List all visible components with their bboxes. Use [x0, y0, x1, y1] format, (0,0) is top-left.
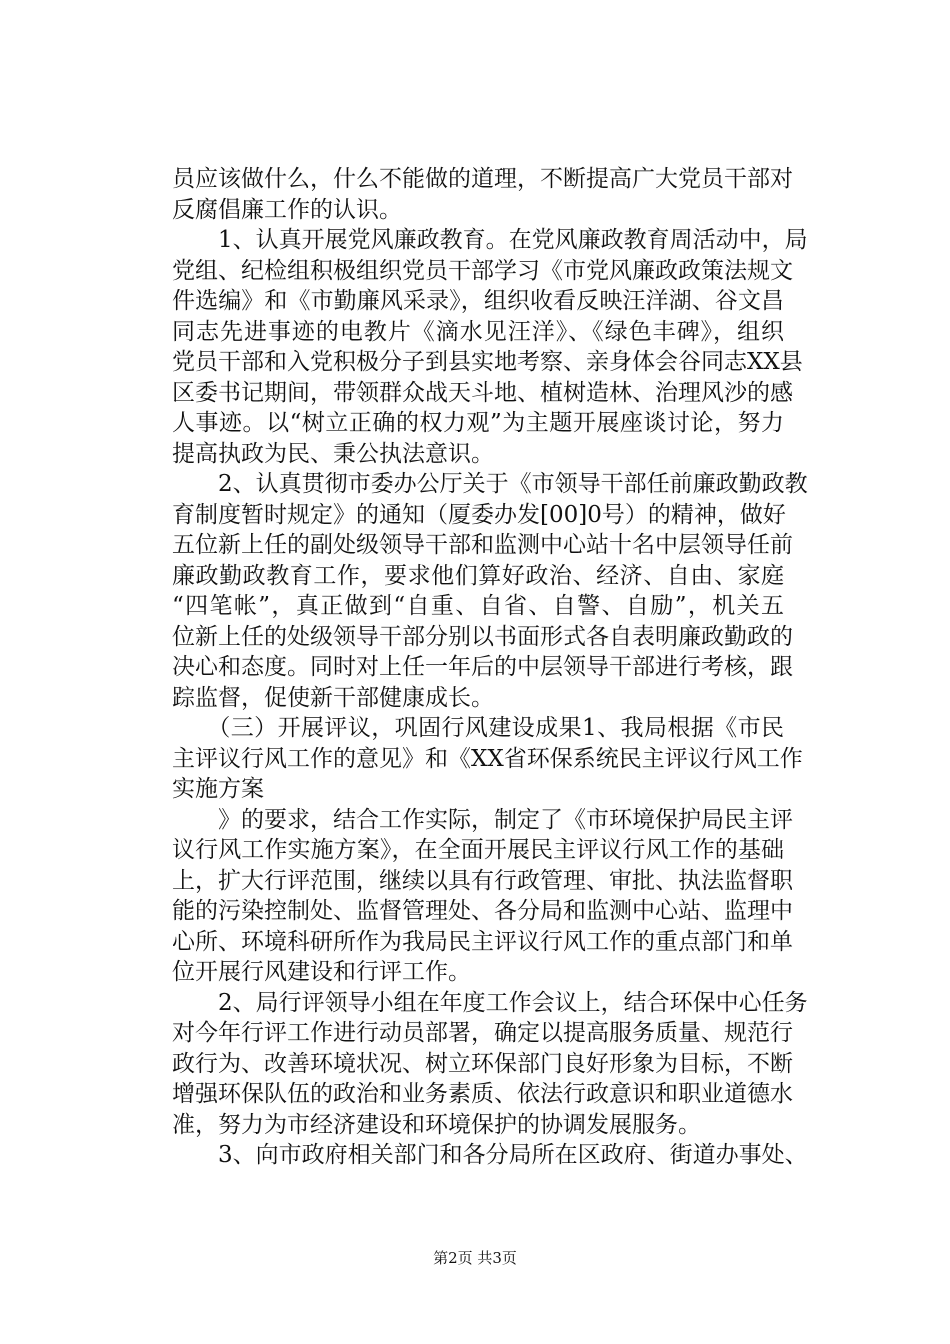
text-line: 2、局行评领导小组在年度工作会议上，结合环保中心任务 — [172, 989, 808, 1016]
text-line: 同志先进事迹的电教片《滴水见汪洋》、《绿色丰碑》，组织 — [172, 318, 784, 345]
text-line: 区委书记期间，带领群众战天斗地、植树造林、治理风沙的感 — [172, 379, 793, 406]
text-line: 廉政勤政教育工作，要求他们算好政治、经济、自由、家庭 — [172, 562, 784, 589]
text-line: 主评议行风工作的意见》和《XX省环保系统民主评议行风工作 — [172, 745, 803, 772]
text-line: 决心和态度。同时对上任一年后的中层领导干部进行考核，跟 — [172, 654, 793, 680]
text-line: 位新上任的处级领导干部分别以书面形式各自表明廉政勤政的 — [172, 623, 793, 650]
text-line: 准，努力为市经济建设和环境保护的协调发展服务。 — [172, 1111, 701, 1138]
text-line: 心所、环境科研所作为我局民主评议行风工作的重点部门和单 — [172, 928, 793, 955]
text-line: 位开展行风建设和行评工作。 — [172, 959, 471, 985]
text-line: 党组、纪检组积极组织党员干部学习《市党风廉政政策法规文 — [172, 257, 793, 284]
text-line: 对今年行评工作进行动员部署，确定以提高服务质量、规范行 — [172, 1020, 793, 1046]
page-footer: 第2页 共3页 — [433, 1249, 517, 1267]
text-line: 上，扩大行评范围，继续以具有行政管理、审批、执法监督职 — [172, 867, 793, 894]
text-line: 五位新上任的副处级领导干部和监测中心站十名中层领导任前 — [172, 532, 793, 558]
text-line: 3、向市政府相关部门和各分局所在区政府、街道办事处、 — [172, 1142, 808, 1168]
text-line: （三）开展评议，巩固行风建设成果1、我局根据《市民 — [172, 715, 784, 741]
text-line: 政行为、改善环境状况、树立环保部门良好形象为目标，不断 — [172, 1050, 793, 1077]
text-line: 反腐倡廉工作的认识。 — [172, 196, 402, 223]
text-line: 件选编》和《市勤廉风采录》，组织收看反映汪洋湖、谷文昌 — [172, 288, 784, 314]
text-line: 1、认真开展党风廉政教育。在党风廉政教育周活动中，局 — [172, 227, 808, 253]
text-line: 》的要求，结合工作实际，制定了《市环境保护局民主评 — [172, 806, 793, 833]
document-body — [172, 164, 808, 1171]
text-line: 议行风工作实施方案》，在全面开展民主评议行风工作的基础 — [172, 837, 784, 863]
text-line: 员应该做什么，什么不能做的道理，不断提高广大党员干部对 — [172, 166, 793, 192]
text-line: “四笔帐”，真正做到“自重、自省、自警、自励”，机关五 — [172, 593, 784, 619]
text-line: 2、认真贯彻市委办公厅关于《市领导干部任前廉政勤政教 — [172, 471, 808, 497]
text-line: 增强环保队伍的政治和业务素质、依法行政意识和职业道德水 — [172, 1081, 793, 1107]
text-line: 党员干部和入党积极分子到县实地考察、亲身体会谷同志XX县 — [172, 349, 803, 375]
text-line: 提高执政为民、秉公执法意识。 — [172, 440, 494, 467]
text-line: 能的污染控制处、监督管理处、各分局和监测中心站、监理中 — [172, 898, 793, 924]
text-line: 踪监督，促使新干部健康成长。 — [172, 684, 494, 711]
text-line: 育制度暂时规定》的通知（厦委办发[00]0号）的精神，做好 — [172, 501, 786, 528]
text-line: 人事迹。以“树立正确的权力观”为主题开展座谈讨论，努力 — [172, 410, 784, 436]
text-line: 实施方案 — [172, 776, 264, 802]
